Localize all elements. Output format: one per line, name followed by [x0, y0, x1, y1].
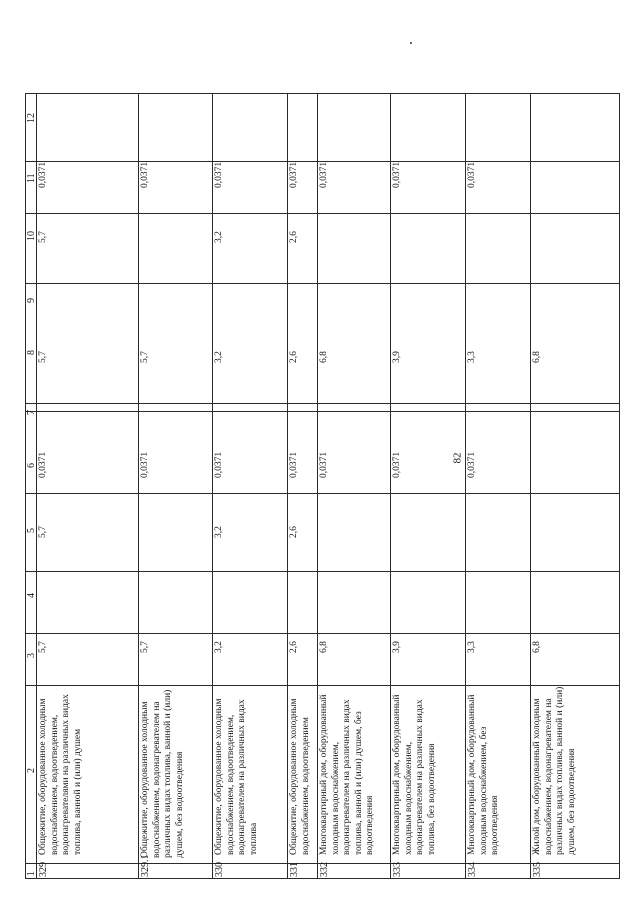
cell-value: 2,6: [289, 526, 299, 538]
cell-value: 6,8: [532, 351, 542, 363]
row-number: 330: [214, 862, 225, 877]
column-header: 3: [26, 653, 37, 658]
row-divider: [287, 93, 288, 878]
cell-value: 3,2: [214, 641, 224, 653]
cell-value: 3,9: [392, 351, 402, 363]
row-number: 331: [289, 862, 300, 877]
cell-value: 6,8: [319, 641, 329, 653]
cell-value: 0,0371: [140, 451, 150, 478]
column-header: 7: [26, 410, 37, 415]
column-header: 11: [26, 173, 37, 183]
row-number: 333: [392, 862, 403, 877]
cell-value: 5,7: [38, 641, 48, 653]
cell-value: 3,2: [214, 526, 224, 538]
cell-value: 3,3: [467, 351, 477, 363]
rotated-tariff-table: [25, 93, 620, 878]
row-number: 334: [467, 862, 478, 877]
column-header: 4: [26, 593, 37, 598]
row-number: 332: [319, 862, 330, 877]
cell-value: 0,0371: [467, 451, 477, 478]
cell-value: 0,0371: [289, 451, 299, 478]
scan-dot: [410, 42, 412, 44]
cell-value: 0,0371: [140, 161, 150, 188]
column-header: 5: [26, 528, 37, 533]
cell-value: 5,7: [38, 231, 48, 243]
row-divider: [25, 93, 26, 878]
row-description: Многоквартирный дом, оборудованный холодным водоснабжением, водонагревателем на различных видах топлива, ванной и (или) душем, без водоотведения: [319, 694, 375, 855]
column-header: 6: [26, 463, 37, 468]
cell-value: 6,8: [319, 351, 329, 363]
row-divider: [465, 93, 466, 878]
cell-value: 6,8: [532, 641, 542, 653]
row-divider: [317, 93, 318, 878]
cell-value: 0,0371: [214, 451, 224, 478]
row-divider: [138, 93, 139, 878]
cell-value: 0,0371: [38, 161, 48, 188]
cell-value: 5,7: [38, 526, 48, 538]
row-description: Многоквартирный дом, оборудованный холодным водоснабжением, без водоотведения: [467, 694, 500, 855]
row-description: Общежитие, оборудованное холодным водоснабжением, водонагревателем на различных видах топлива, ванной и (или) душем, без водоотведения: [140, 689, 185, 858]
cell-value: 3,9: [392, 641, 402, 653]
cell-value: 5,7: [38, 351, 48, 363]
cell-value: 2,6: [289, 231, 299, 243]
row-divider: [36, 93, 37, 878]
cell-value: 2,6: [289, 641, 299, 653]
cell-value: 0,0371: [319, 451, 329, 478]
column-header: 8: [26, 350, 37, 355]
cell-value: 5,7: [140, 351, 150, 363]
column-header: 1: [26, 871, 37, 876]
row-divider: [530, 93, 531, 878]
row-divider: [619, 93, 620, 878]
row-divider: [212, 93, 213, 878]
row-description: Жилой дом, оборудованный холодным водоснабжением, водонагревателем на различных видах топлива, ванной и (или) душем, без водоотведения: [532, 686, 577, 855]
cell-value: 3,3: [467, 641, 477, 653]
cell-value: 3,2: [214, 351, 224, 363]
row-number: 329: [38, 862, 49, 877]
cell-value: 0,0371: [289, 161, 299, 188]
cell-value: 3,2: [214, 231, 224, 243]
row-number: 335: [532, 862, 543, 877]
cell-value: 0,0371: [319, 161, 329, 188]
column-divider: [25, 878, 620, 879]
cell-value: 0,0371: [467, 161, 477, 188]
cell-value: 0,0371: [392, 451, 402, 478]
row-description: Общежитие, оборудованное холодным водоснабжением, водоотведением: [289, 698, 311, 855]
row-divider: [390, 93, 391, 878]
page-number: 82: [451, 452, 464, 464]
column-header: 10: [26, 231, 37, 241]
cell-value: 2,6: [289, 351, 299, 363]
column-header: 12: [26, 113, 37, 123]
cell-value: 5,7: [140, 641, 150, 653]
cell-value: 0,0371: [38, 451, 48, 478]
row-description: Общежитие, оборудованное холодным водоснабжением, водоотведением, водонагревателем на различных видах топлива: [214, 698, 259, 855]
column-header: 9: [26, 298, 37, 303]
cell-value: 0,0371: [392, 161, 402, 188]
row-description: Многоквартирный дом, оборудованный холодным водоснабжением, водонагревателем на различных видах топлива, без водоотведения: [392, 694, 437, 855]
row-description: Общежитие, оборудованное холодным водоснабжением, водоотведением, водонагревателями на различных видах топлива, ванной и (или) душем: [38, 694, 83, 855]
row-number: 329.1: [140, 854, 151, 877]
column-header: 2: [26, 768, 37, 773]
cell-value: 0,0371: [214, 161, 224, 188]
